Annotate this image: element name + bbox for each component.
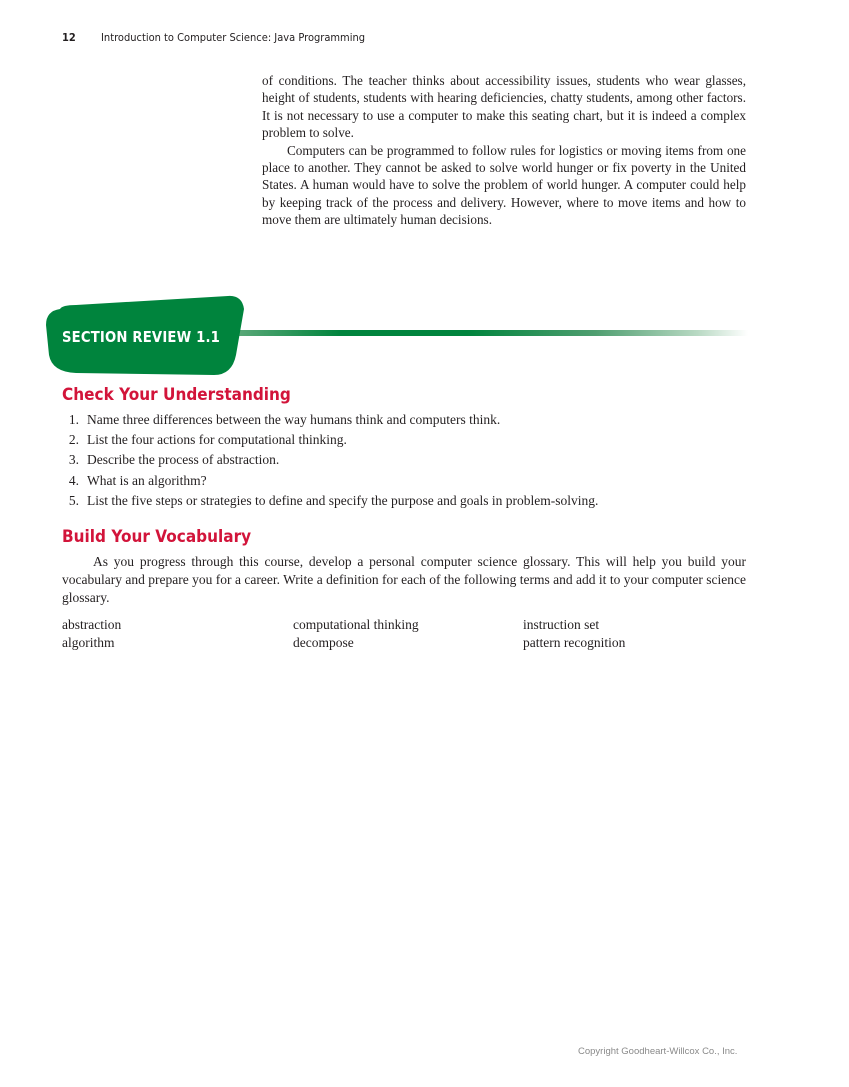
vocab-term: pattern recognition [523,635,626,650]
list-item [62,452,598,472]
vocab-term: decompose [293,635,354,650]
paragraph: of conditions. The teacher thinks about accessibility issues, students who wear glasses, height of students, students with hearing deficiencies, chatty students, among other factors. It is not necessary to use a computer to make this seating chart, but it is indeed a complex problem to solve. [262,73,746,141]
item-number: 5. [68,492,79,508]
list-item [62,473,598,493]
page-number: 12 [62,31,76,44]
list-item [62,493,598,513]
book-title: Introduction to Computer Science: Java Programming [101,31,365,44]
vocabulary-intro: As you progress through this course, develop a personal computer science glossary. This will help you build your vocabulary and prepare you for a career. Write a definition for each of the following terms and add it to your computer science glossary. [62,554,746,605]
question-text: What is an algorithm? [87,472,207,488]
item-number: 2. [68,432,79,448]
item-number: 3. [68,452,79,468]
body-text [262,72,746,229]
vocab-term: abstraction [62,617,122,632]
item-number: 4. [68,472,79,488]
vocab-term: instruction set [523,617,600,632]
list-item [62,432,598,452]
question-text: List the four actions for computational thinking. [87,432,347,448]
section-divider-bar [238,330,748,336]
paragraph: Computers can be programmed to follow rules for logistics or moving items from one place to another. They cannot be asked to solve world hunger or fix poverty in the United States. A human would have to solve the problem of world hunger. A computer could help by keeping track of the process and delivery. However, where to move items and how to move them are ultimately human decisions. [262,142,746,228]
copyright-footer: Copyright Goodheart-Willcox Co., Inc. [578,1046,738,1057]
question-list [62,412,598,513]
vocab-term: computational thinking [293,617,419,632]
list-item [62,412,598,432]
build-vocabulary-heading: Build Your Vocabulary [62,527,252,547]
section-review-label: SECTION REVIEW 1.1 [62,328,221,346]
check-understanding-heading: Check Your Understanding [62,385,291,405]
item-number: 1. [68,412,79,427]
question-text: List the five steps or strategies to define and specify the purpose and goals in problem-solving. [87,492,599,508]
question-text: Describe the process of abstraction. [87,452,280,468]
running-header [62,31,365,44]
vocab-term: algorithm [62,635,115,650]
question-text: Name three differences between the way humans think and computers think. [87,412,501,427]
